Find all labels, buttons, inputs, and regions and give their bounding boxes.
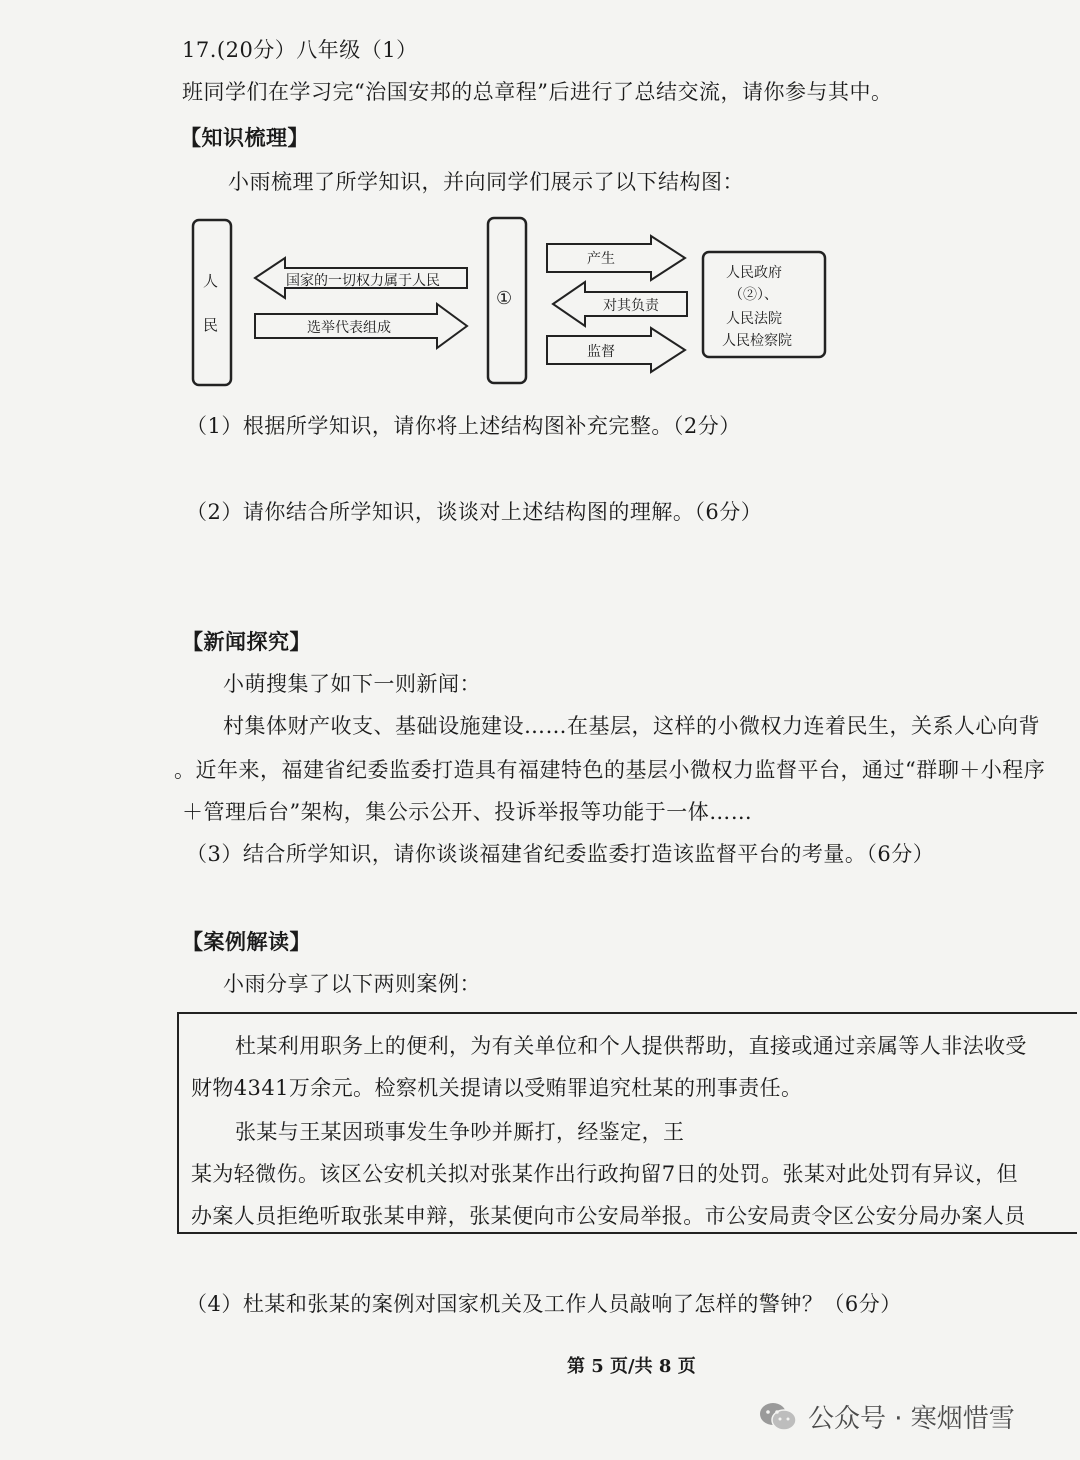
knowledge-heading: 【知识梳理】 (180, 125, 309, 150)
arrow-produce-label: 产生 (587, 251, 615, 267)
question-3: （3）结合所学知识，请你谈谈福建省纪委监委打造该监督平台的考量。（6分） (186, 842, 935, 866)
question-2: （2）请你结合所学知识，谈谈对上述结构图的理解。（6分） (186, 500, 763, 524)
case-line-5: 办案人员拒绝听取张某申辩，张某便向市公安局举报。市公安局责令区公安分局办案人员 (191, 1204, 1026, 1228)
watermark-text: 公众号 · 寒烟惜雪 (808, 1404, 1015, 1434)
arrow-responsible-label: 对其负责 (603, 298, 659, 314)
news-intro: 小萌搜集了如下一则新闻： (223, 672, 481, 696)
organ-court: 人民法院 (726, 311, 782, 327)
center-label: ① (496, 288, 513, 309)
question-4: （4）杜某和张某的案例对国家机关及工作人员敲响了怎样的警钟？（6分） (186, 1292, 902, 1316)
arrow-left-label: 国家的一切权力属于人民 (286, 273, 440, 289)
case-box (177, 1012, 1077, 1234)
knowledge-intro: 小雨梳理了所学知识，并向同学们展示了以下结构图： (228, 170, 744, 194)
question-1: （1）根据所学知识，请你将上述结构图补充完整。（2分） (186, 414, 741, 438)
organ-procuratorate: 人民检察院 (722, 333, 792, 349)
organ-blank-2: （②）、 (729, 287, 778, 303)
cases-heading: 【案例解读】 (182, 929, 311, 954)
case-line-3: 张某与王某因琐事发生争吵并厮打，经鉴定，王 (235, 1120, 685, 1144)
case-line-2: 财物4341万余元。检察机关提请以受贿罪追究杜某的刑事责任。 (191, 1076, 803, 1100)
watermark (758, 1398, 1015, 1435)
people-char-2: 民 (203, 316, 219, 334)
news-line-2: 。近年来，福建省纪委监委打造具有福建特色的基层小微权力监督平台，通过“群聊＋小程序 (174, 758, 1046, 782)
cases-intro: 小雨分享了以下两则案例： (223, 972, 481, 996)
wechat-icon (758, 1401, 798, 1433)
case-line-4: 某为轻微伤。该区公安机关拟对张某作出行政拘留7日的处罚。张某对此处罚有异议，但 (191, 1162, 1018, 1186)
structure-diagram (185, 210, 835, 400)
page-footer: 第 5 页/共 8 页 (567, 1356, 696, 1377)
people-char-1: 人 (203, 272, 219, 290)
arrow-supervise-shape (547, 328, 685, 372)
organ-government: 人民政府 (726, 265, 782, 281)
people-box (193, 220, 231, 385)
arrow-right-label: 选举代表组成 (307, 320, 391, 336)
news-heading: 【新闻探究】 (182, 629, 311, 654)
question-header: 17.(20分）八年级（1） (182, 38, 418, 62)
news-line-1: 村集体财产收支、基础设施建设……在基层，这样的小微权力连着民生，关系人心向背 (223, 714, 1040, 738)
question-intro: 班同学们在学习完“治国安邦的总章程”后进行了总结交流，请你参与其中。 (182, 80, 893, 104)
arrow-produce-shape (547, 236, 685, 280)
arrow-supervise-label: 监督 (587, 344, 615, 360)
news-line-3: ＋管理后台”架构，集公示公开、投诉举报等功能于一体…… (182, 800, 753, 824)
case-line-1: 杜某利用职务上的便利，为有关单位和个人提供帮助，直接或通过亲属等人非法收受 (235, 1034, 1027, 1058)
